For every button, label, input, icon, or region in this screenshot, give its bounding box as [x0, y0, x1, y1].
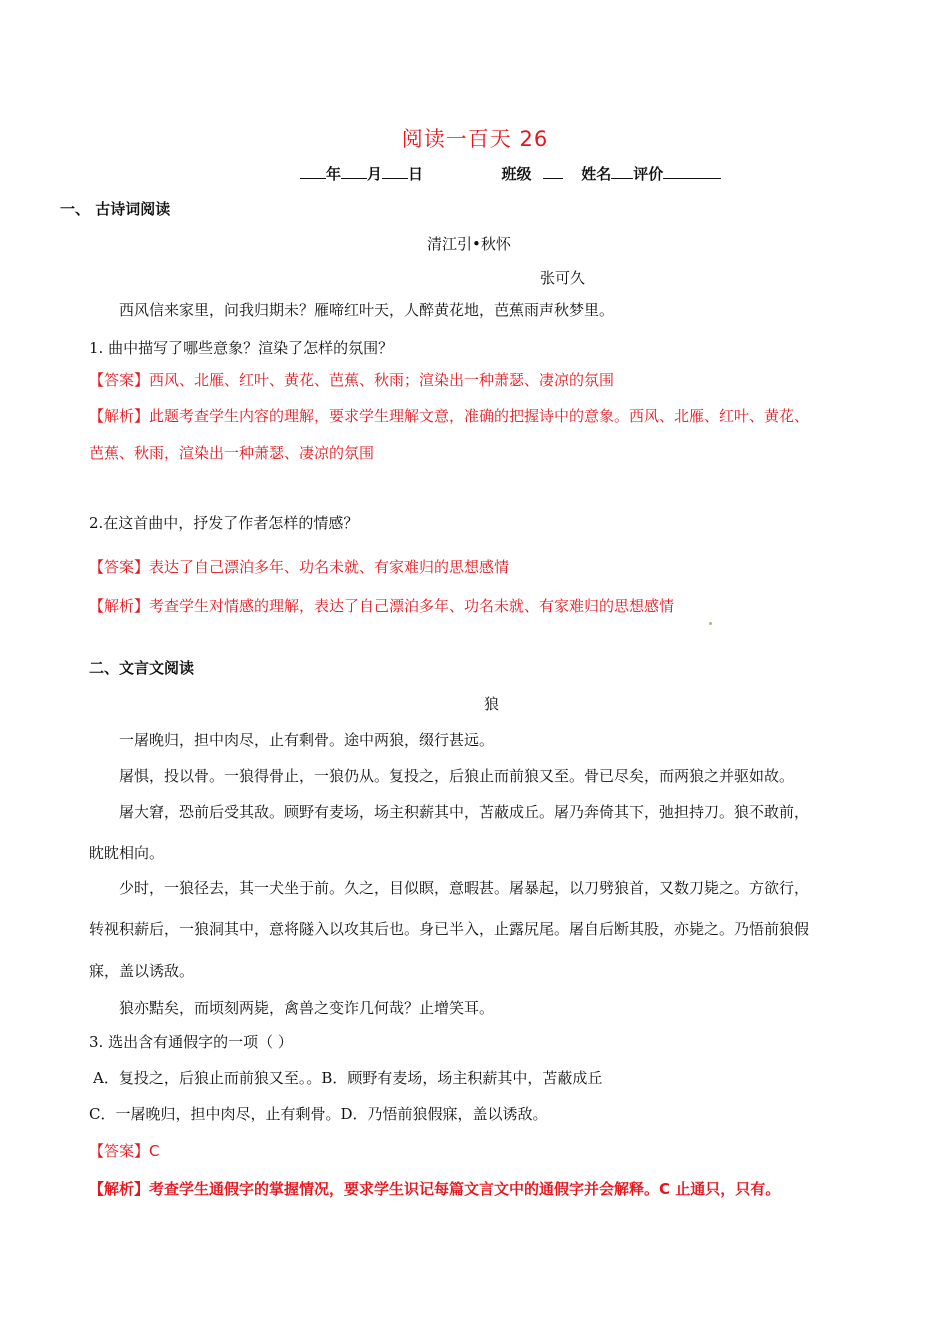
day-label: 日	[408, 165, 424, 183]
answer-1: 【答案】西风、北雁、红叶、黄花、芭蕉、秋雨；渲染出一种萧瑟、凄凉的氛围	[89, 371, 615, 389]
year-label: 年	[326, 165, 342, 183]
paragraph-4-line-3: 寐，盖以诱敌。	[89, 962, 195, 980]
question-1: 1. 曲中描写了哪些意象？渲染了怎样的氛围？	[89, 339, 394, 357]
section-heading-classical: 二、文言文阅读	[89, 659, 195, 677]
paragraph-1: 一屠晚归，担中肉尽，止有剩骨。途中两狼，缀行甚远。	[119, 731, 495, 749]
stray-dot	[709, 622, 712, 625]
paragraph-4-line-1: 少时，一狼径去，其一犬坐于前。久之，目似瞑，意暇甚。屠暴起，以刀劈狼首，又数刀毙之。方欲行，	[119, 879, 810, 897]
page-title: 阅读一百天 26	[401, 127, 549, 151]
answer-3: 【答案】C	[89, 1142, 160, 1160]
year-blank	[300, 164, 326, 179]
class-blank	[543, 164, 563, 179]
section-heading-poetry: 一、 古诗词阅读	[60, 200, 171, 218]
question-3-options-a-b: A．复投之，后狼止而前狼又至。。B．顾野有麦场，场主积薪其中，苫蔽成丘	[93, 1069, 603, 1087]
paragraph-3-line-1: 屠大窘，恐前后受其敌。顾野有麦场，场主积薪其中，苫蔽成丘。屠乃奔倚其下，弛担持刀。狼不敢前，	[119, 803, 810, 821]
name-blank	[611, 164, 633, 179]
paragraph-2: 屠惧，投以骨。一狼得骨止，一狼仍从。复投之，后狼止而前狼又至。骨已尽矣，而两狼之并驱如故。	[119, 767, 795, 785]
poem-text: 西风信来家里，问我归期未？雁啼红叶天，人醉黄花地，芭蕉雨声秋梦里。	[119, 301, 615, 319]
paragraph-4-line-2: 转视积薪后，一狼洞其中，意将隧入以攻其后也。身已半入，止露尻尾。屠自后断其股，亦毙之。乃悟前狼假	[89, 920, 810, 938]
name-label: 姓名	[581, 165, 612, 183]
answer-2: 【答案】表达了自己漂泊多年、功名未就、有家难归的思想感情	[89, 558, 510, 576]
poem-author: 张可久	[540, 269, 586, 287]
paragraph-3-line-2: 眈眈相向。	[89, 844, 165, 862]
analysis-1-line-1: 【解析】此题考查学生内容的理解，要求学生理解文意，准确的把握诗中的意象。西风、北雁、红叶、黄花、	[89, 407, 810, 425]
analysis-1-line-2: 芭蕉、秋雨，渲染出一种萧瑟、凄凉的氛围	[89, 444, 375, 462]
question-3-options-c-d: C．一屠晚归，担中肉尽，止有剩骨。D．乃悟前狼假寐，盖以诱敌。	[89, 1105, 548, 1123]
question-2: 2.在这首曲中，抒发了作者怎样的情感？	[89, 514, 359, 532]
text-title: 狼	[484, 695, 500, 713]
poem-title: 清江引•秋怀	[427, 235, 511, 253]
month-label: 月	[367, 165, 383, 183]
analysis-2: 【解析】考查学生对情感的理解，表达了自己漂泊多年、功名未就、有家难归的思想感情	[89, 597, 675, 615]
question-3: 3. 选出含有通假字的一项（ ）	[89, 1033, 293, 1051]
class-label: 班级	[501, 165, 532, 183]
evaluation-blank	[663, 164, 721, 179]
evaluation-label: 评价	[633, 165, 664, 183]
day-blank	[382, 164, 408, 179]
month-blank	[341, 164, 367, 179]
paragraph-5: 狼亦黠矣，而顷刻两毙，禽兽之变诈几何哉？止增笑耳。	[119, 999, 495, 1017]
student-info-line	[300, 163, 721, 184]
analysis-3: 【解析】考查学生通假字的掌握情况，要求学生识记每篇文言文中的通假字并会解释。C 止通只，只有。	[89, 1180, 781, 1198]
